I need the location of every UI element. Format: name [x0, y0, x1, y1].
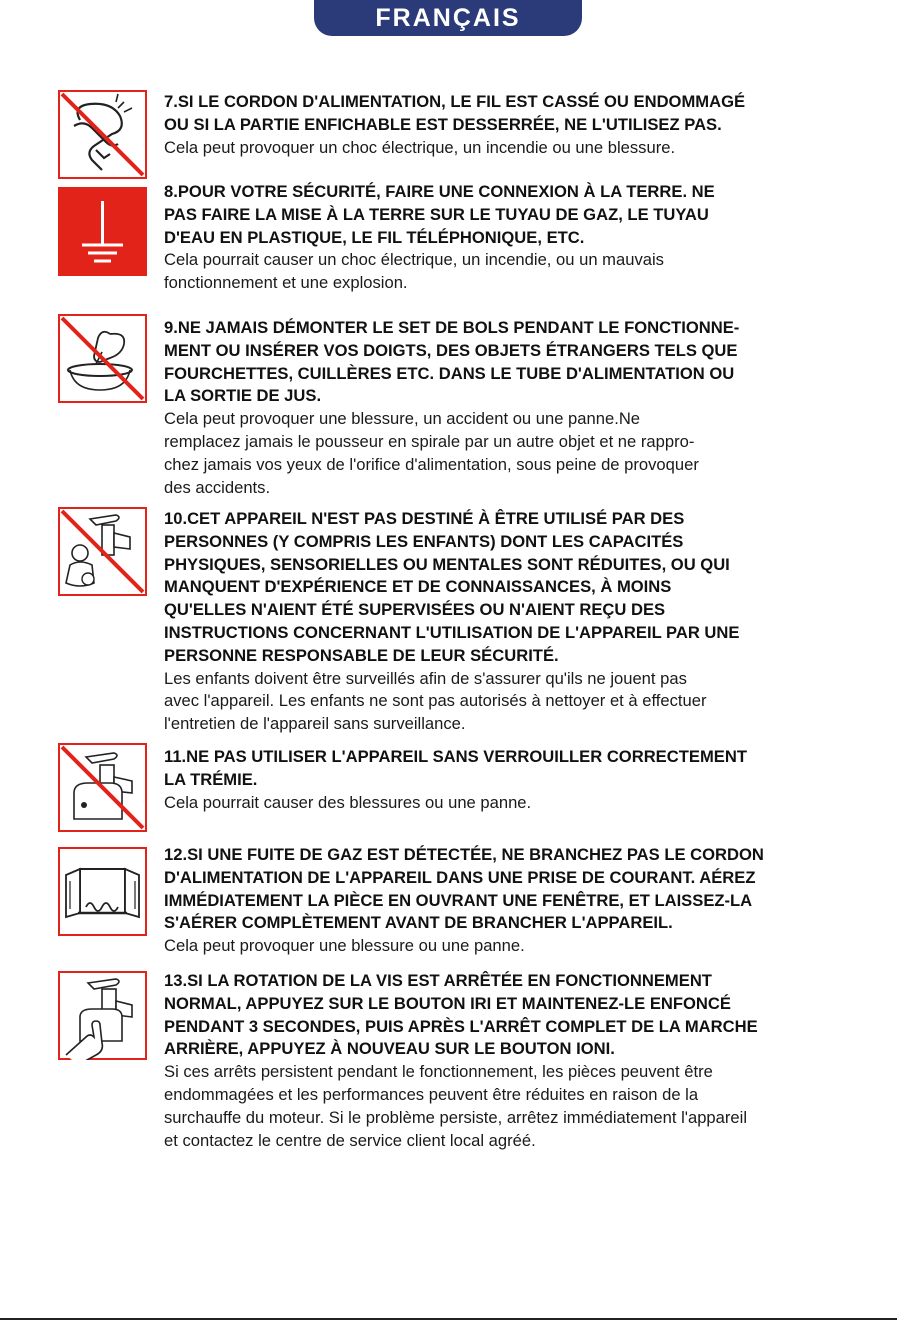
item-title: 9.NE JAMAIS DÉMONTER LE SET DE BOLS PENDANT LE FONCTIONNE- MENT OU INSÉRER VOS DOIGTS, DES OBJETS ÉTRANGERS TELS QUE FOURCHETTES, CUILLÈRES ETC. DANS LE TUBE D'ALIMENTATION OU LA SORTIE DE JUS.: [164, 318, 740, 406]
item-body: Cela peut provoquer une blessure, un accident ou une panne.Ne remplacez jamais le pousseur en spirale par un autre objet et ne rappro- chez jamais vos yeux de l'orifice d'alimentation, sous peine de provoquer des accidents.: [164, 409, 699, 497]
item-body: Cela pourrait causer des blessures ou une panne.: [164, 792, 532, 812]
no-damaged-cord-icon: [58, 90, 147, 179]
no-fingers-in-bowl-icon: [58, 314, 147, 403]
ground-connection-icon: [58, 187, 147, 276]
item-body: Si ces arrêts persistent pendant le fonctionnement, les pièces peuvent être endommagées et les performances peuvent être réduites en raison de la surchauffe du moteur. Si le problème persiste, arrêtez immédiatement l'appareil et contactez le centre de service client local agréé.: [164, 1062, 748, 1150]
open-window-icon: [58, 847, 147, 936]
language-tab: FRANÇAIS: [314, 0, 582, 36]
item-title: 8.POUR VOTRE SÉCURITÉ, FAIRE UNE CONNEXION À LA TERRE. NE PAS FAIRE LA MISE À LA TERRE SUR LE TUYAU DE GAZ, LE TUYAU D'EAU EN PLASTIQUE, LE FIL TÉLÉPHONIQUE, ETC.: [164, 182, 715, 247]
item-body: Cela pourrait causer un choc électrique, un incendie, ou un mauvais fonctionnement et une explosion.: [164, 250, 664, 293]
item-title: 12.SI UNE FUITE DE GAZ EST DÉTECTÉE, NE BRANCHEZ PAS LE CORDON D'ALIMENTATION DE L'APPAREIL DANS UNE PRISE DE COURANT. AÉREZ IMMÉDIATEMENT LA PIÈCE EN OUVRANT UNE FENÊTRE, ET LAISSEZ-LA S'AÉRER COMPLÈTEMENT AVANT DE BRANCHER L'APPAREIL.: [164, 845, 764, 933]
no-unlocked-hopper-icon: [58, 743, 147, 832]
item-title: 10.CET APPAREIL N'EST PAS DESTINÉ À ÊTRE UTILISÉ PAR DES PERSONNES (Y COMPRIS LES ENFANTS) DONT LES CAPACITÉS PHYSIQUES, SENSORIELLES OU MENTALES SONT RÉDUITES, OU QUI MANQUENT D'EXPÉRIENCE ET DE CONNAISSANCES, À MOINS QU'ELLES N'AIENT ÉTÉ SUPERVISÉES OU N'AIENT REÇU DES INSTRUCTIONS CONCERNANT L'UTILISATION DE L'APPAREIL PAR UNE PERSONNE RESPONSABLE DE LEUR SÉCURITÉ.: [164, 509, 740, 665]
press-reverse-button-icon: [58, 971, 147, 1060]
item-title: 7.SI LE CORDON D'ALIMENTATION, LE FIL EST CASSÉ OU ENDOMMAGÉ OU SI LA PARTIE ENFICHABLE EST DESSERRÉE, NE L'UTILISEZ PAS.: [164, 92, 746, 134]
item-body: Cela peut provoquer un choc électrique, un incendie ou une blessure.: [164, 137, 676, 157]
bottom-rule: [0, 1318, 897, 1320]
item-body: Les enfants doivent être surveillés afin de s'assurer qu'ils ne jouent pas avec l'appareil. Les enfants ne sont pas autorisés à nettoyer et à effectuer l'entretien de l'appareil sans surveillance.: [164, 668, 707, 734]
no-children-icon: [58, 507, 147, 596]
item-title: 13.SI LA ROTATION DE LA VIS EST ARRÊTÉE EN FONCTIONNEMENT NORMAL, APPUYEZ SUR LE BOUTON IRI ET MAINTENEZ-LE ENFONCÉ PENDANT 3 SECONDES, PUIS APRÈS L'ARRÊT COMPLET DE LA MARCHE ARRIÈRE, APPUYEZ À NOUVEAU SUR LE BOUTON IONI.: [164, 971, 758, 1059]
item-body: Cela peut provoquer une blessure ou une panne.: [164, 936, 525, 956]
item-title: 11.NE PAS UTILISER L'APPAREIL SANS VERROUILLER CORRECTEMENT LA TRÉMIE.: [164, 747, 747, 789]
